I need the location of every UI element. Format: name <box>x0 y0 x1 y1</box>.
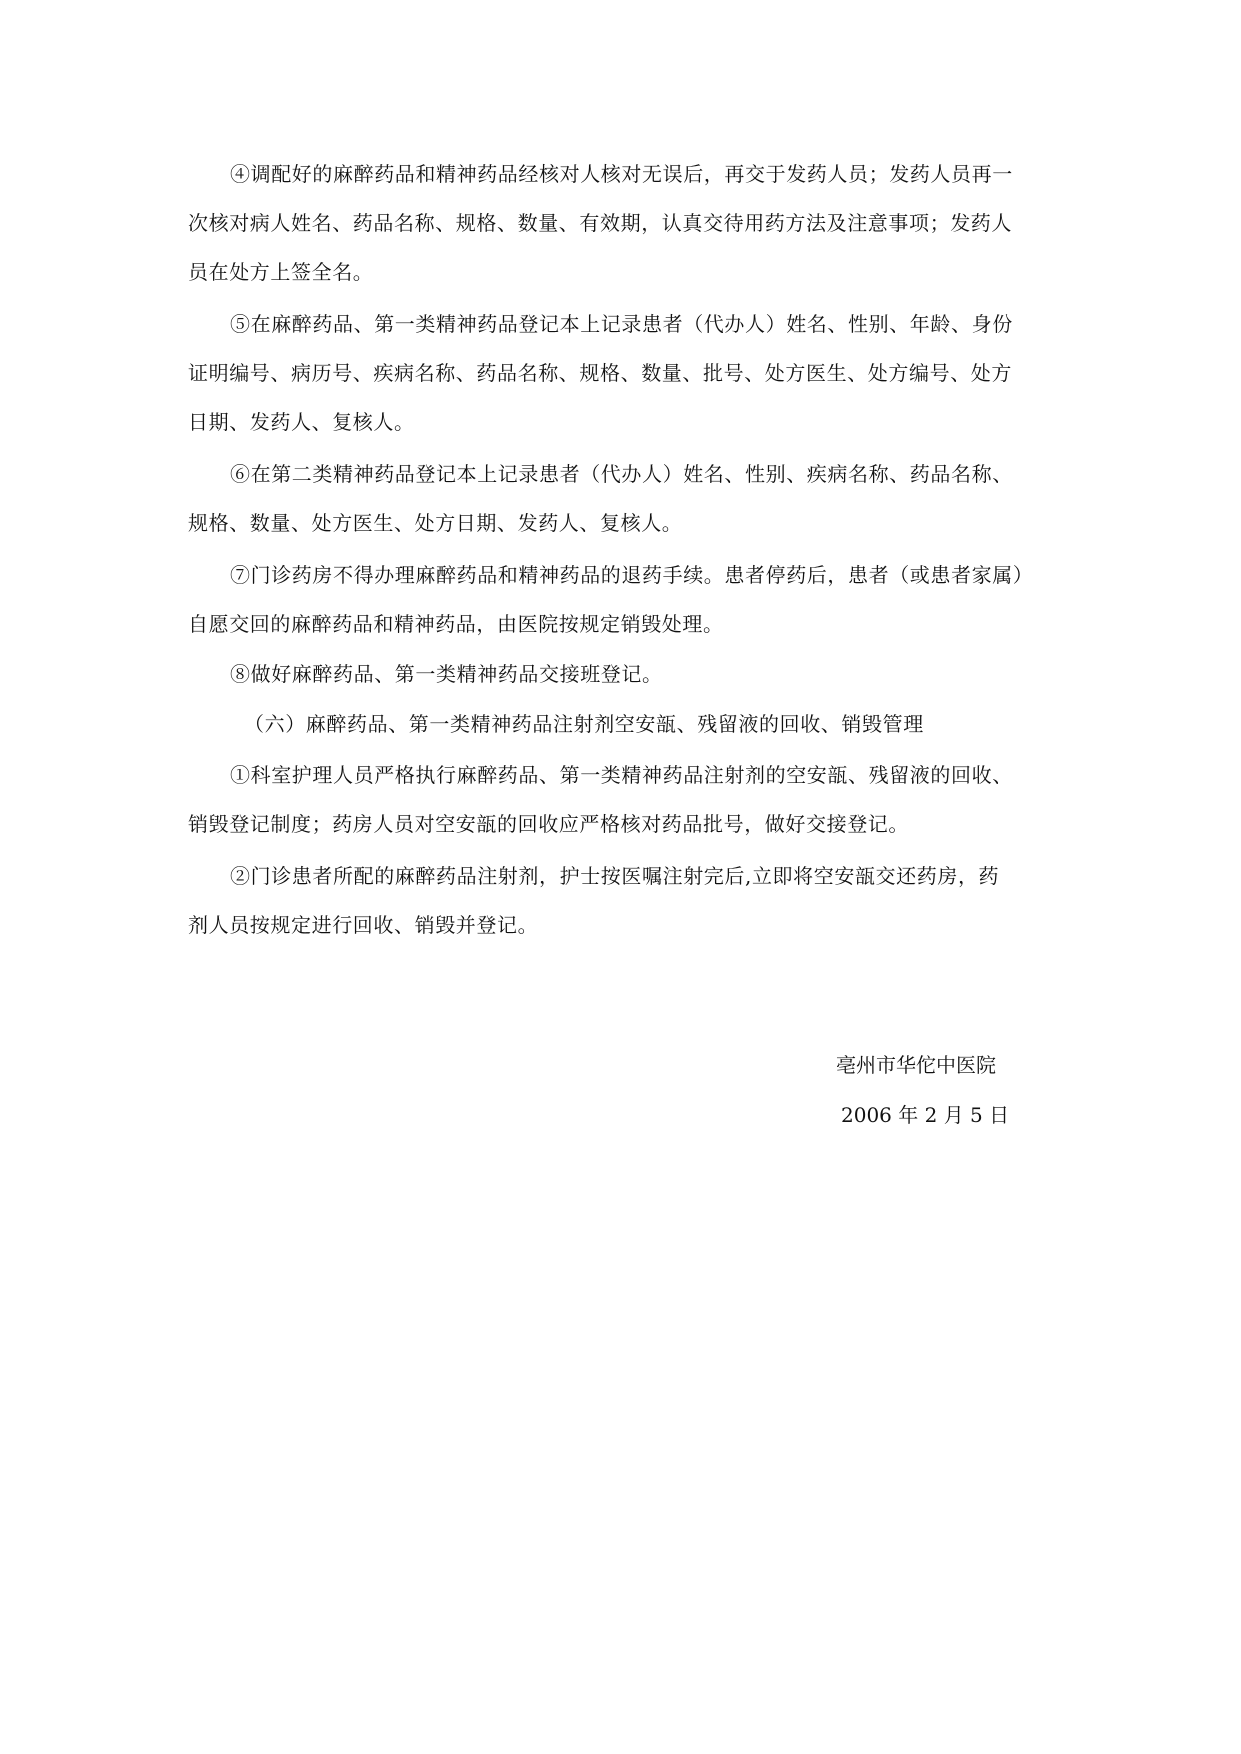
paragraph-6-line-2: 规格、数量、处方医生、处方日期、发药人、复核人。 <box>188 511 683 535</box>
paragraph-4-line-1: ④调配好的麻醉药品和精神药品经核对人核对无误后，再交于发药人员；发药人员再一 <box>230 162 1013 186</box>
paragraph-2-line-2: 剂人员按规定进行回收、销毁并登记。 <box>188 913 539 937</box>
paragraph-2-line-1: ②门诊患者所配的麻醉药品注射剂，护士按医嘱注射完后,立即将空安瓿交还药房，药 <box>230 864 1000 888</box>
paragraph-1-line-1: ①科室护理人员严格执行麻醉药品、第一类精神药品注射剂的空安瓿、残留液的回收、 <box>230 763 1013 787</box>
signature-date: 2006 年 2 月 5 日 <box>841 1103 1010 1127</box>
paragraph-4-line-3: 员在处方上签全名。 <box>188 260 374 284</box>
paragraph-5-line-3: 日期、发药人、复核人。 <box>188 410 415 434</box>
paragraph-7-line-1: ⑦门诊药房不得办理麻醉药品和精神药品的退药手续。患者停药后，患者（或患者家属） <box>230 563 1034 587</box>
paragraph-1-line-2: 销毁登记制度；药房人员对空安瓿的回收应严格核对药品批号，做好交接登记。 <box>188 812 909 836</box>
paragraph-6-line-1: ⑥在第二类精神药品登记本上记录患者（代办人）姓名、性别、疾病名称、药品名称、 <box>230 462 1013 486</box>
paragraph-5-line-1: ⑤在麻醉药品、第一类精神药品登记本上记录患者（代办人）姓名、性别、年龄、身份 <box>230 312 1013 336</box>
paragraph-5-line-2: 证明编号、病历号、疾病名称、药品名称、规格、数量、批号、处方医生、处方编号、处方 <box>188 361 1012 385</box>
paragraph-7-line-2: 自愿交回的麻醉药品和精神药品，由医院按规定销毁处理。 <box>188 612 724 636</box>
paragraph-8-line-1: ⑧做好麻醉药品、第一类精神药品交接班登记。 <box>230 662 663 686</box>
section-heading: （六）麻醉药品、第一类精神药品注射剂空安瓿、残留液的回收、销毁管理 <box>244 712 924 736</box>
signature-organization: 亳州市华佗中医院 <box>836 1053 996 1077</box>
paragraph-4-line-2: 次核对病人姓名、药品名称、规格、数量、有效期，认真交待用药方法及注意事项；发药人 <box>188 211 1012 235</box>
